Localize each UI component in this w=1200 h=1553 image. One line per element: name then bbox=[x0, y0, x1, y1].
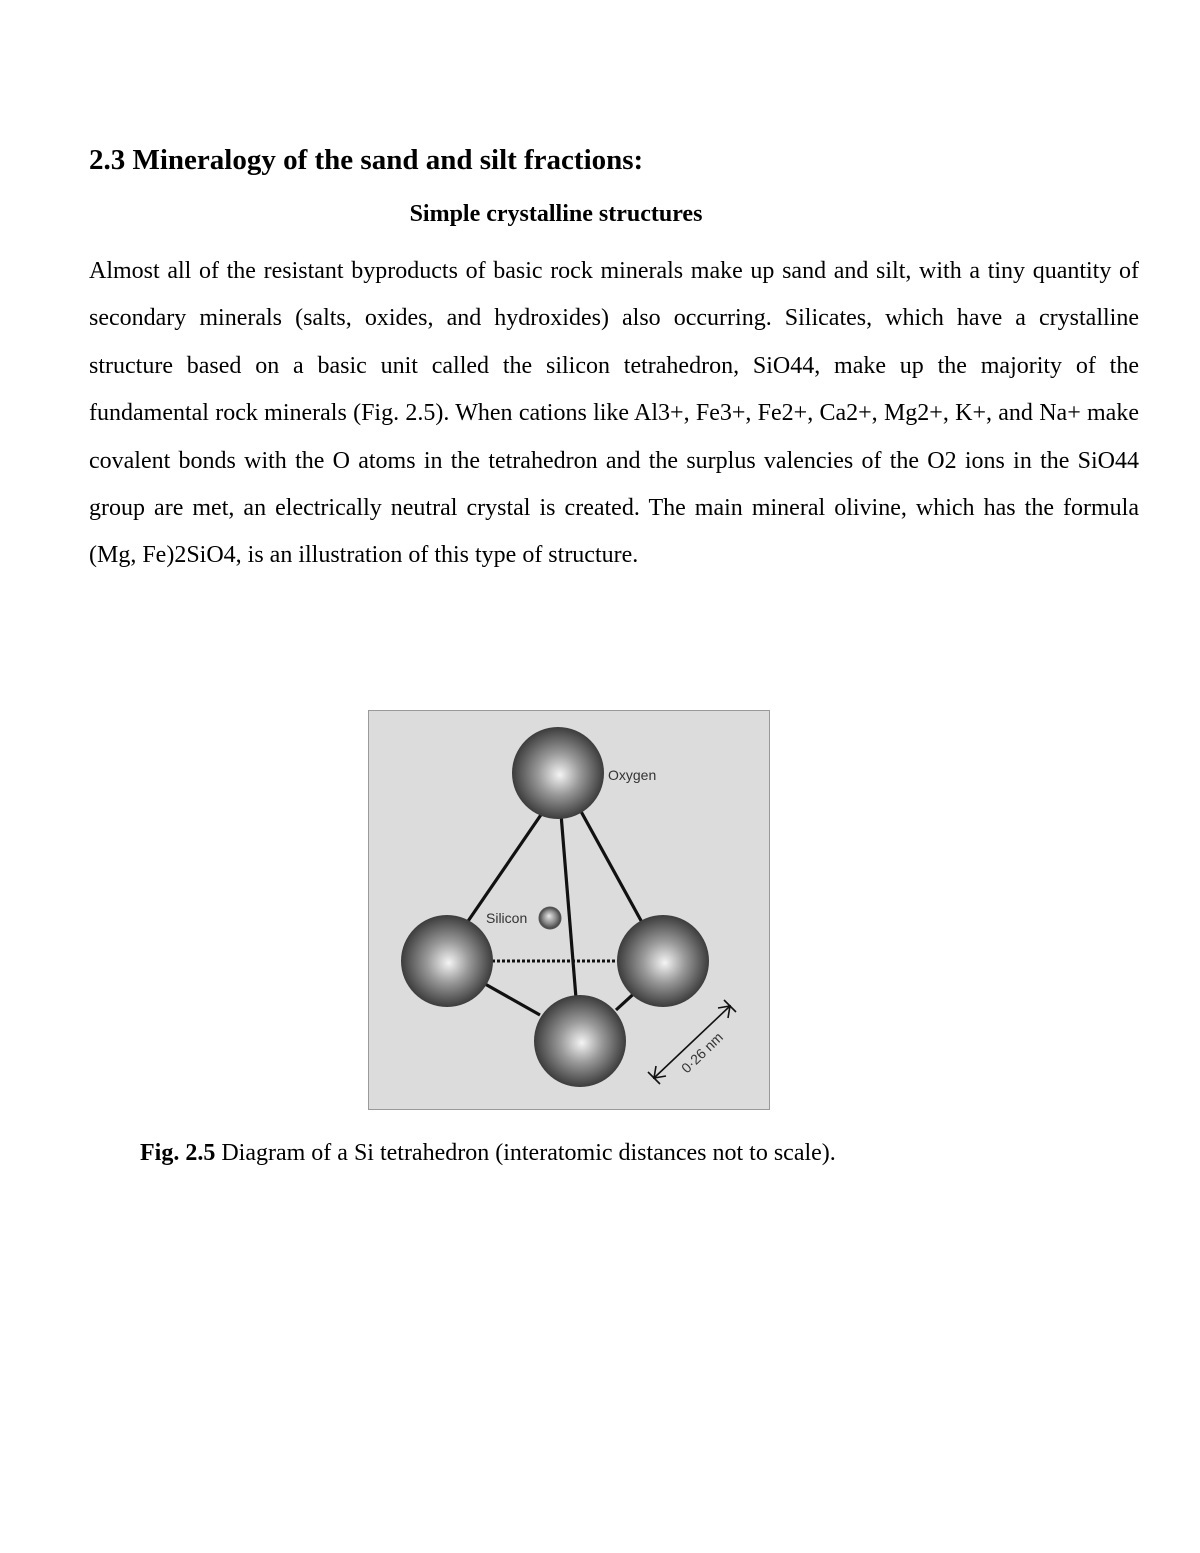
oxygen-atom-front bbox=[534, 995, 626, 1087]
figure-caption bbox=[140, 1137, 836, 1169]
figure-caption-label: Fig. 2.5 bbox=[140, 1140, 216, 1166]
oxygen-atom-top bbox=[512, 727, 604, 819]
body-paragraph: Almost all of the resistant byproducts of basic rock minerals make up sand and silt, with a tiny quantity of secondary minerals (salts, oxides, and hydroxides) also occurring. Silicates, which have a crystalline structure based on a basic unit called the silicon tetrahedron, SiO44, make up the majority of the fundamental rock minerals (Fig. 2.5). When cations like Al3+, Fe3+, Fe2+, Ca2+, Mg2+, K+, and Na+ make covalent bonds with the O atoms in the tetrahedron and the surplus valencies of the O2 ions in the SiO44 group are met, an electrically neutral crystal is created. The main mineral olivine, which has the formula (Mg, Fe)2SiO4, is an illustration of this type of structure. bbox=[89, 258, 1139, 569]
section-heading: 2.3 Mineralogy of the sand and silt fractions: bbox=[89, 144, 644, 176]
oxygen-label: Oxygen bbox=[608, 767, 657, 783]
oxygen-atom-right bbox=[617, 915, 709, 1007]
silicon-label: Silicon bbox=[486, 910, 528, 926]
figure-caption-text: Diagram of a Si tetrahedron (interatomic distances not to scale). bbox=[215, 1140, 836, 1166]
distance-label: 0·26 nm bbox=[677, 1028, 727, 1077]
oxygen-atom-left bbox=[401, 915, 493, 1007]
tetrahedron-diagram bbox=[368, 710, 770, 1110]
tetrahedron-figure bbox=[368, 710, 770, 1110]
section-subheading: Simple crystalline structures bbox=[409, 201, 703, 227]
silicon-atom bbox=[539, 907, 561, 929]
